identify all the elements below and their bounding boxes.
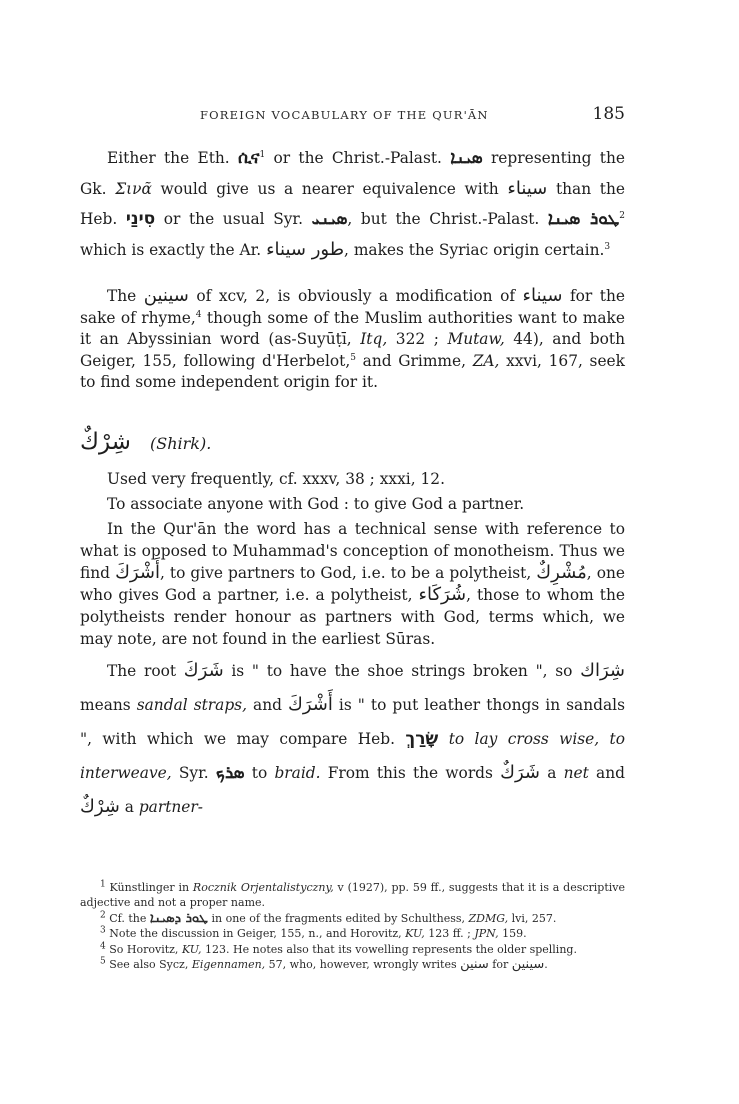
arabic-word: مُشْرِكٌ [536, 561, 587, 583]
syriac-word: ܣܪܟ [215, 762, 245, 783]
source-title: KU, [405, 927, 425, 941]
footnote-number: 3 [100, 925, 106, 936]
arabic-word: سينين [511, 957, 545, 973]
italic-gloss: braid. [274, 763, 321, 782]
arabic-word: أَشْرَكَ [288, 693, 333, 715]
footnote-ref-5: 5 [350, 352, 356, 363]
footnote-4: $^4$ So Horovitz, KU, 123. He notes also that its vowelling represents the older spelling. [100, 940, 577, 956]
source-title: ZDMG, [468, 911, 509, 925]
italic-gloss: sandal straps, [136, 695, 247, 714]
arabic-word: طور سيناء [266, 238, 345, 260]
arabic-word: سنين [460, 957, 489, 973]
body-text [80, 143, 625, 824]
arabic-word: سيناء [507, 177, 548, 199]
arabic-word: أَشْرَكَ [115, 561, 160, 583]
source-title: JPN, [474, 927, 499, 941]
source-abbrev: Itq, [360, 330, 388, 348]
entry-headword: شِرْكٌ [80, 428, 131, 455]
entry-transliteration: (Shirk). [150, 433, 212, 453]
source-abbrev: ZA, [472, 351, 500, 370]
syriac-word: ܣܝܢܐ [450, 148, 483, 168]
arabic-word: سيناء [522, 285, 563, 306]
greek-word: Σινᾶ [115, 179, 152, 198]
entry-heading [80, 424, 625, 460]
footnote-5: $^5$ See also Sycz, Eigennamen, 57, who, however, wrongly writes سنين for سينين. [100, 956, 548, 973]
paragraph-sinin: The سينين of xcv, 2, is obviously a modification of سيناء for the sake of rhyme,$^4$ though some of the Muslim authorities want to make it an Abyssinian word (as-Suyūṭī, Itq, 322 ; Mutaw, 44), and both Geiger, 155, following d'Herbelot,$^5$ and Grimme, ZA, xxvi, 167, seek to find some independent origin for it. [80, 285, 625, 391]
syriac-word: ܛܘܪ ܣܝܢܐ [547, 209, 620, 229]
arabic-word: شُرَكَاء [418, 583, 467, 605]
running-head [80, 104, 625, 126]
footnote-number: 1 [100, 879, 106, 890]
footnote-1: $^1$ Künstlinger in Rocznik Orjentalistyczny, v (1927), pp. 59 ff., suggests that it is a descriptive adjective and not a proper name. [80, 879, 625, 910]
source-title: KU, [181, 942, 202, 956]
arabic-word: شَرَكٌ [500, 761, 540, 783]
paragraph-root: The root شَرَكَ is " to have the shoe strings broken ", so شِرَاك means sandal straps, and أَشْرَكَ is " to put leather thongs in sandals ", with which we may compare Heb. שָׂרַךְ to lay cross wise, to interweave, Syr. ܣܪܟ to braid. From this the words شَرَكٌ a net and شِرْكٌ a partner- [80, 659, 625, 817]
source-title: Eigennamen, [191, 958, 266, 972]
footnote-2: $^2$ Cf. the ܛܘܪ ܕܣܝܢܐ in one of the fragments edited by Schulthess, ZDMG, lvi, 257. [100, 910, 557, 926]
italic-gloss: net [563, 763, 589, 782]
footnote-number: 5 [100, 956, 106, 967]
footnote-ref-1: 1 [259, 149, 266, 160]
paragraph-meaning: To associate anyone with God : to give God a partner. [107, 494, 525, 513]
footnote-ref-3: 3 [604, 241, 611, 252]
paragraph-usage: Used very frequently, cf. xxxv, 38 ; xxxi, 12. [107, 469, 445, 488]
syriac-word: ܛܘܪ ܕܣܝܢܐ [149, 910, 208, 926]
footnote-number: 4 [100, 940, 106, 951]
paragraph-technical-sense: In the Qur'ān the word has a technical sense with reference to what is opposed to Muhammad's conception of monotheism. Thus we find أَشْرَكَ, to give partners to God, i.e. to be a polytheist, مُشْرِكٌ, one who gives God a partner, i.e. a polytheist, شُرَكَاء, those to whom the polytheists render honour as partners with God, terms which, we may note, are not found in the earliest Sūras. [80, 519, 625, 648]
arabic-word: شِرَاك [580, 659, 625, 681]
running-title: FOREIGN VOCABULARY OF THE QUR'ĀN [200, 108, 489, 122]
footnote-ref-4: 4 [195, 309, 202, 320]
source-title: Rocznik Orjentalistyczny, [192, 881, 334, 894]
source-abbrev: Mutaw, [447, 330, 505, 348]
footnote-number: 2 [100, 910, 106, 921]
hebrew-word: שָׂרַךְ [405, 728, 439, 749]
footnote-ref-2: 2 [619, 210, 625, 221]
arabic-word: سينين [143, 285, 189, 306]
hebrew-word: סִינַי [125, 209, 156, 229]
paragraph-sinai: Either the Eth. ሲና$^1$ or the Christ.-Palast. ܣܝܢܐ representing the Gk. Σινᾶ would give us a nearer equivalence with سيناء than the Heb. סִינַי or the usual Syr. ܣܝܢܝ, but the Christ.-Palast. ܛܘܪ ܣܝܢܐ$^2$ which is exactly the Ar. طور سيناء, makes the Syriac origin certain.$^3$ [80, 148, 625, 260]
italic-gloss: to lay cross wise, to interweave, [80, 729, 625, 782]
syriac-word: ܣܝܢܝ [311, 209, 348, 229]
ethiopic-word: ሲና [237, 148, 260, 168]
footnotes [80, 880, 625, 972]
arabic-word: شِرْكٌ [80, 795, 120, 817]
arabic-word: شَرَكَ [183, 659, 224, 681]
footnote-3: $^3$ Note the discussion in Geiger, 155, n., and Horovitz, KU, 123 ff. ; JPN, 159. [100, 925, 527, 941]
page-number: 185 [592, 104, 625, 124]
italic-gloss: partner- [138, 797, 203, 816]
